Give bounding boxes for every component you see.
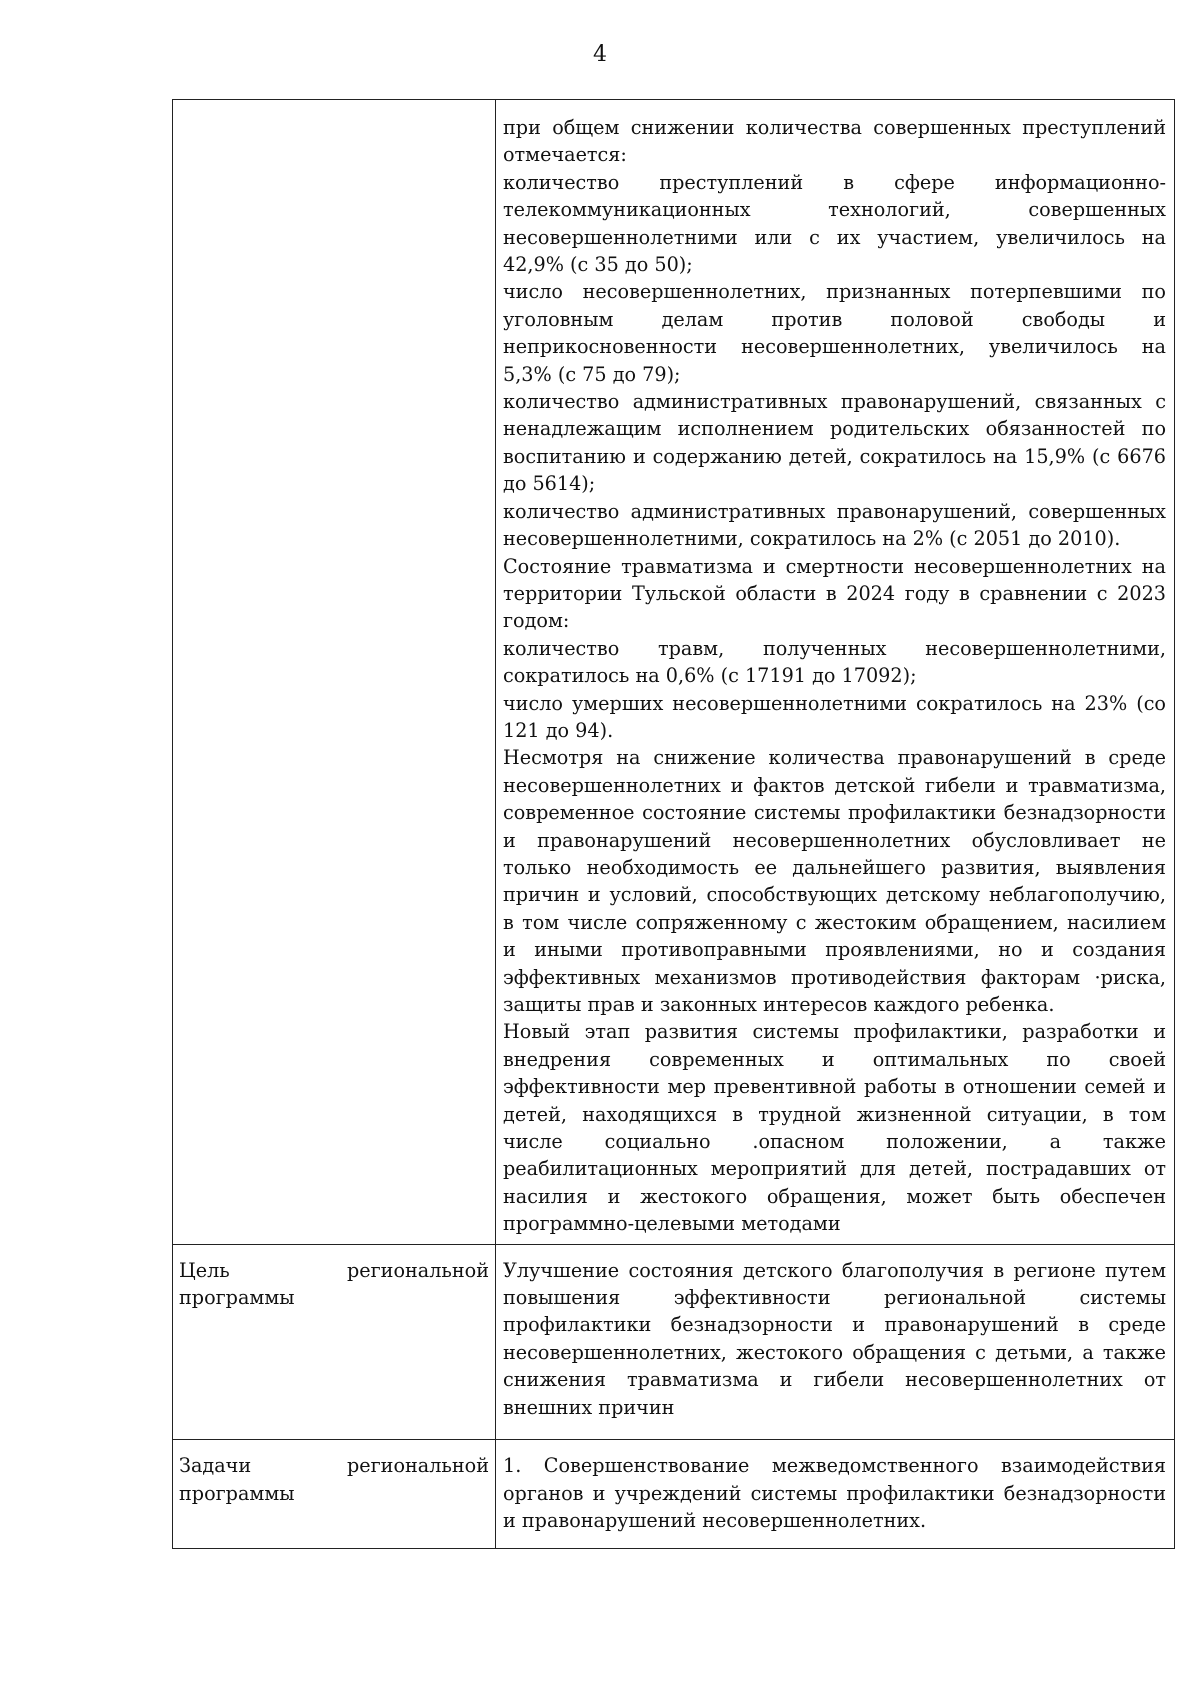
row-label-second-word: региональной xyxy=(346,1258,489,1282)
paragraph: количество административных правонарушений, совершенных несовершеннолетними, сократилось на 2% (с 2051 до 2010). xyxy=(503,499,1166,551)
paragraph: Новый этап развития системы профилактики, разработки и внедрения современных и оптимальных по своей эффективности мер превентивной работы в отношении семей и детей, находящихся в трудной жизненной ситуации, в том числе социально .опасном положении, а также реабилитационных мероприятий для детей, пострадавших от насилия и жестокого обращения, может быть обеспечен программно-целевыми методами xyxy=(503,1020,1166,1236)
row-label-line xyxy=(173,1257,495,1284)
row-label-second-word: региональной xyxy=(346,1454,489,1478)
paragraph: Несмотря на снижение количества правонарушений в среде несовершеннолетних и фактов детской гибели и травматизма, современное состояние системы профилактики безнадзорности и правонарушений несовершеннолетних обусловливает не только необходимость ее дальнейшего развития, выявления причин и условий, способствующих детскому неблагополучию, в том числе сопряженному с жестоким обращением, насилием и иными противоправными проявлениями, но и создания эффективных механизмов противодействия факторам ·риска, защиты прав и законных интересов каждого ребенка. xyxy=(503,746,1166,1016)
row-content-cell-tasks xyxy=(496,1440,1175,1549)
paragraph: число несовершеннолетних, признанных потерпевшими по уголовным делам против половой свободы и неприкосновенности несовершеннолетних, увеличилось на 5,3% (с 75 до 79); xyxy=(503,280,1166,386)
row-content-cell-context xyxy=(496,100,1175,1245)
row-label-cell-empty xyxy=(173,100,496,1245)
paragraph: 1. Совершенствование межведомственного взаимодействия органов и учреждений системы профилактики безнадзорности и правонарушений несовершеннолетних. xyxy=(503,1454,1166,1532)
paragraph: число умерших несовершеннолетними сократилось на 23% (со 121 до 94). xyxy=(503,691,1166,742)
paragraph: количество административных правонарушений, связанных с ненадлежащим исполнением родительских обязанностей по воспитанию и содержанию детей, сократилось на 15,9% (с 6676 до 5614); xyxy=(503,390,1166,496)
row-label-cell-goal xyxy=(173,1244,496,1439)
row-label-first-word: Задачи xyxy=(179,1454,252,1478)
row-label-cell-tasks xyxy=(173,1440,496,1549)
row-label-continuation: программы xyxy=(179,1481,295,1505)
paragraph: Состояние травматизма и смертности несовершеннолетних на территории Тульской области в 2024 году в сравнении с 2023 годом: xyxy=(503,554,1166,633)
table-row-tasks xyxy=(173,1440,1175,1549)
paragraph: при общем снижении количества совершенных преступлений отмечается: xyxy=(503,116,1166,167)
table-row-context xyxy=(173,100,1175,1245)
table-row-goal xyxy=(173,1244,1175,1439)
row-content-cell-goal xyxy=(496,1244,1175,1439)
paragraph: количество преступлений в сфере информационно-телекоммуникационных технологий, совершенных несовершеннолетними или с их участием, увеличилось на 42,9% (с 35 до 50); xyxy=(503,170,1166,277)
row-label-first-word: Цель xyxy=(179,1258,230,1282)
paragraph: Улучшение состояния детского благополучия в регионе путем повышения эффективности региональной системы профилактики безнадзорности и правонарушений в среде несовершеннолетних, жестокого обращения с детьми, а также снижения травматизма и гибели несовершеннолетних от внешних причин xyxy=(503,1258,1166,1419)
program-passport-table xyxy=(172,99,1175,1549)
page-number: 4 xyxy=(593,42,607,67)
paragraph: количество травм, полученных несовершеннолетними, сократилось на 0,6% (с 17191 до 17092); xyxy=(503,636,1166,688)
row-label-line xyxy=(173,1452,495,1479)
row-label-continuation: программы xyxy=(179,1286,295,1310)
